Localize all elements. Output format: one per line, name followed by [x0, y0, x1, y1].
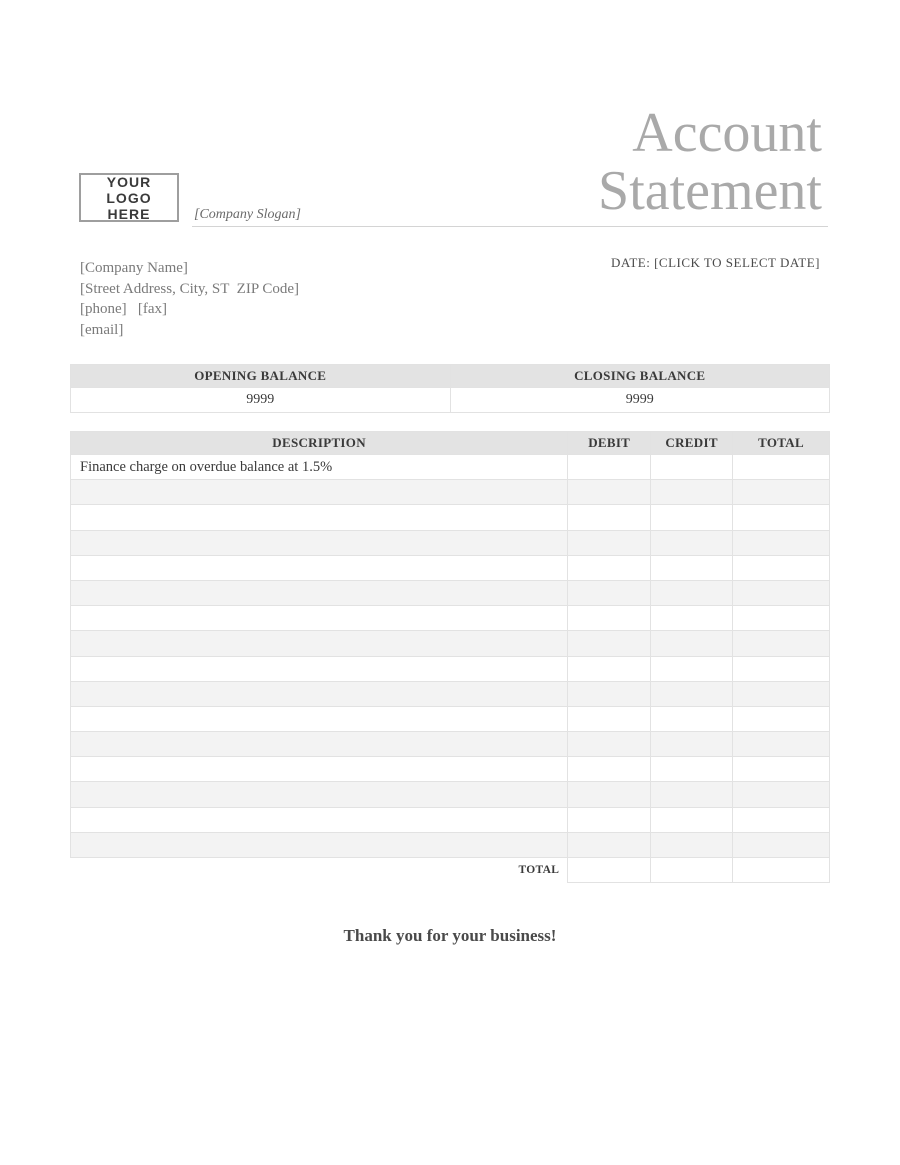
- row-debit-cell[interactable]: [568, 480, 651, 505]
- logo-placeholder[interactable]: YOUR LOGO HERE: [79, 173, 179, 222]
- row-credit-cell[interactable]: [651, 656, 733, 681]
- row-debit-cell[interactable]: [568, 782, 651, 807]
- table-row: [71, 807, 830, 832]
- opening-balance-value[interactable]: 9999: [71, 388, 451, 413]
- table-row: [71, 732, 830, 757]
- table-row: [71, 606, 830, 631]
- company-email[interactable]: [email]: [80, 321, 124, 338]
- grand-total-label: TOTAL: [518, 864, 560, 877]
- row-description-cell[interactable]: [71, 706, 568, 731]
- balances-table: [70, 364, 830, 413]
- row-credit-cell[interactable]: [651, 455, 733, 480]
- closing-balance-header: CLOSING BALANCE: [450, 365, 830, 388]
- row-debit-cell[interactable]: [568, 455, 651, 480]
- table-row: [71, 530, 830, 555]
- row-description-cell[interactable]: Finance charge on overdue balance at 1.5%: [71, 455, 568, 480]
- row-description-cell[interactable]: [71, 505, 568, 530]
- row-total-cell[interactable]: [733, 631, 830, 656]
- row-debit-cell[interactable]: [568, 631, 651, 656]
- row-description-cell[interactable]: [71, 782, 568, 807]
- table-row: [71, 706, 830, 731]
- row-total-cell[interactable]: [733, 480, 830, 505]
- row-debit-cell[interactable]: [568, 681, 651, 706]
- table-row: [71, 681, 830, 706]
- grand-total-total[interactable]: [733, 858, 830, 883]
- company-address[interactable]: [Street Address, City, ST ZIP Code]: [80, 280, 300, 297]
- row-total-cell[interactable]: [733, 706, 830, 731]
- row-credit-cell[interactable]: [651, 606, 733, 631]
- row-description-cell[interactable]: [71, 555, 568, 580]
- row-total-cell[interactable]: [733, 580, 830, 605]
- page-title: [598, 104, 822, 220]
- row-total-cell[interactable]: [733, 681, 830, 706]
- row-total-cell[interactable]: [733, 455, 830, 480]
- row-total-cell[interactable]: [733, 782, 830, 807]
- row-debit-cell[interactable]: [568, 656, 651, 681]
- row-credit-cell[interactable]: [651, 757, 733, 782]
- total-header: TOTAL: [733, 432, 830, 455]
- row-debit-cell[interactable]: [568, 606, 651, 631]
- title-line-1: Account: [632, 102, 822, 164]
- debit-header: DEBIT: [568, 432, 651, 455]
- row-description-cell[interactable]: [71, 656, 568, 681]
- table-row: [71, 580, 830, 605]
- row-credit-cell[interactable]: [651, 732, 733, 757]
- row-debit-cell[interactable]: [568, 580, 651, 605]
- company-slogan[interactable]: [Company Slogan]: [194, 207, 301, 222]
- row-description-cell[interactable]: [71, 580, 568, 605]
- statement-items-table: [70, 431, 830, 883]
- row-credit-cell[interactable]: [651, 706, 733, 731]
- row-description-cell[interactable]: [71, 631, 568, 656]
- row-credit-cell[interactable]: [651, 807, 733, 832]
- company-phone-fax[interactable]: [phone] [fax]: [80, 301, 168, 318]
- grand-total-debit[interactable]: [568, 858, 651, 883]
- table-row: [71, 757, 830, 782]
- row-description-cell[interactable]: [71, 530, 568, 555]
- date-label: DATE:: [610, 255, 651, 270]
- row-total-cell[interactable]: [733, 555, 830, 580]
- row-debit-cell[interactable]: [568, 757, 651, 782]
- table-row: [71, 832, 830, 857]
- row-debit-cell[interactable]: [568, 832, 651, 857]
- row-credit-cell[interactable]: [651, 480, 733, 505]
- table-row: [71, 782, 830, 807]
- row-debit-cell[interactable]: [568, 530, 651, 555]
- row-credit-cell[interactable]: [651, 782, 733, 807]
- row-total-cell[interactable]: [733, 757, 830, 782]
- row-debit-cell[interactable]: [568, 807, 651, 832]
- row-description-cell[interactable]: [71, 757, 568, 782]
- company-name[interactable]: [Company Name]: [80, 260, 188, 276]
- title-line-2: Statement: [598, 160, 822, 222]
- header-divider: [192, 226, 828, 227]
- thank-you-note: Thank you for your business!: [343, 926, 557, 945]
- row-credit-cell[interactable]: [651, 505, 733, 530]
- table-row: [71, 505, 830, 530]
- row-total-cell[interactable]: [733, 732, 830, 757]
- row-total-cell[interactable]: [733, 505, 830, 530]
- date-line: [611, 255, 820, 271]
- table-row: [71, 631, 830, 656]
- row-total-cell[interactable]: [733, 807, 830, 832]
- row-total-cell[interactable]: [733, 606, 830, 631]
- row-debit-cell[interactable]: [568, 706, 651, 731]
- row-total-cell[interactable]: [733, 530, 830, 555]
- row-credit-cell[interactable]: [651, 555, 733, 580]
- row-description-cell[interactable]: [71, 681, 568, 706]
- row-description-cell[interactable]: [71, 606, 568, 631]
- row-credit-cell[interactable]: [651, 681, 733, 706]
- closing-balance-value[interactable]: 9999: [450, 388, 830, 413]
- row-description-cell[interactable]: [71, 732, 568, 757]
- row-debit-cell[interactable]: [568, 732, 651, 757]
- row-debit-cell[interactable]: [568, 505, 651, 530]
- opening-balance-header: OPENING BALANCE: [71, 365, 451, 388]
- date-picker[interactable]: [CLICK TO SELECT DATE]: [654, 255, 820, 270]
- table-row: [71, 455, 830, 480]
- description-header: DESCRIPTION: [71, 432, 568, 455]
- company-info: [80, 258, 299, 340]
- row-credit-cell[interactable]: [651, 530, 733, 555]
- row-credit-cell[interactable]: [651, 832, 733, 857]
- row-debit-cell[interactable]: [568, 555, 651, 580]
- table-row: [71, 555, 830, 580]
- row-description-cell[interactable]: [71, 807, 568, 832]
- row-total-cell[interactable]: [733, 656, 830, 681]
- row-description-cell[interactable]: [71, 480, 568, 505]
- credit-header: CREDIT: [651, 432, 733, 455]
- row-description-cell[interactable]: [71, 832, 568, 857]
- row-credit-cell[interactable]: [651, 631, 733, 656]
- row-total-cell[interactable]: [733, 832, 830, 857]
- row-credit-cell[interactable]: [651, 580, 733, 605]
- table-row: [71, 656, 830, 681]
- grand-total-credit[interactable]: [651, 858, 733, 883]
- table-row: [71, 480, 830, 505]
